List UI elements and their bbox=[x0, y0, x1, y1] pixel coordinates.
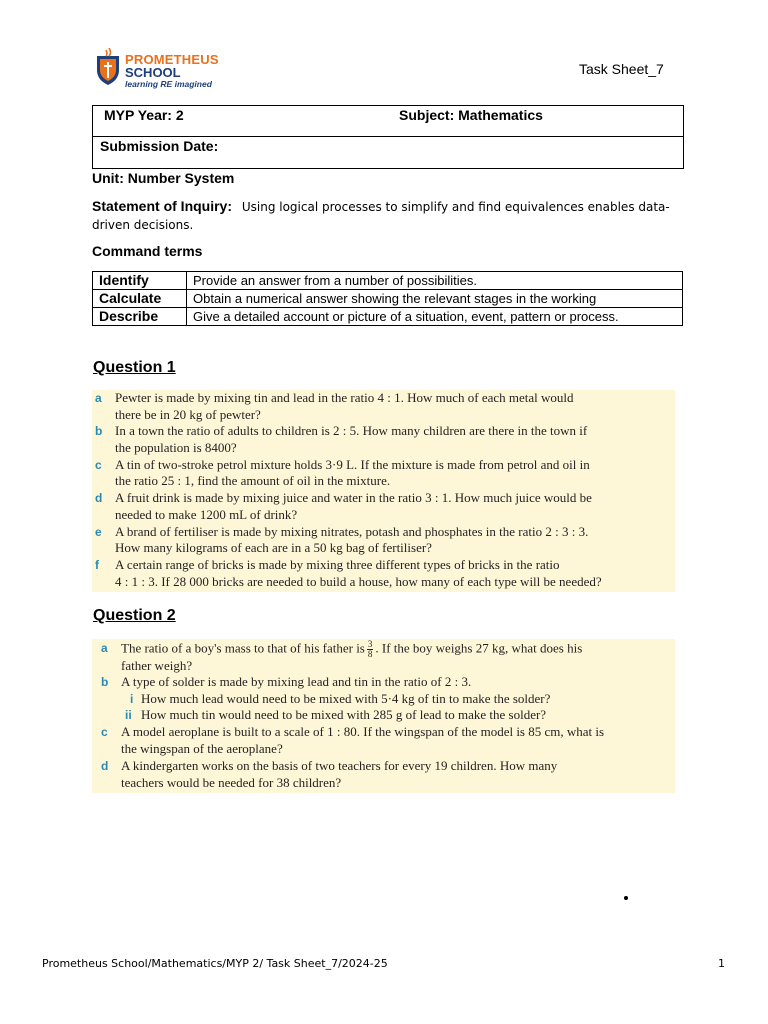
item-line: needed to make 1200 mL of drink? bbox=[115, 506, 298, 522]
term-cell: Describe bbox=[93, 308, 187, 326]
item-line: A kindergarten works on the basis of two teachers for every 19 children. How many bbox=[121, 758, 558, 773]
item-letter: b bbox=[95, 424, 103, 439]
item-letter: f bbox=[95, 558, 99, 572]
sub-item-text: How much tin would need to be mixed with 285 g of lead to make the solder? bbox=[141, 707, 547, 723]
item-line: A type of solder is made by mixing lead and tin in the ratio of 2 : 3. bbox=[121, 674, 472, 689]
shield-icon bbox=[94, 48, 122, 86]
item-line: 4 : 1 : 3. If 28 000 bricks are needed to build a house, how many of each type will be needed? bbox=[115, 573, 602, 589]
question-2-box bbox=[92, 639, 675, 793]
sub-item-label: i bbox=[130, 691, 134, 706]
item-letter: a bbox=[95, 391, 102, 405]
info-box bbox=[92, 105, 684, 169]
question-1-box bbox=[92, 390, 675, 592]
item-letter: e bbox=[95, 524, 102, 539]
item-line: father weigh? bbox=[121, 658, 193, 673]
item-line: there be in 20 kg of pewter? bbox=[115, 406, 261, 422]
info-row bbox=[93, 106, 683, 137]
command-terms-title: Command terms bbox=[92, 243, 203, 259]
item-line: teachers would be needed for 38 children? bbox=[121, 774, 342, 790]
fraction-numerator: 3 bbox=[367, 639, 373, 649]
sub-item-label: ii bbox=[125, 708, 132, 723]
item-letter: d bbox=[95, 491, 103, 506]
command-terms-table bbox=[92, 271, 683, 326]
statement-of-inquiry bbox=[92, 197, 682, 234]
item-text: The ratio of a boy's mass to that of his father is bbox=[121, 640, 365, 656]
item-letter: c bbox=[101, 725, 108, 739]
table-row bbox=[93, 308, 683, 326]
term-cell: Calculate bbox=[93, 290, 187, 308]
submission-date: Submission Date: bbox=[100, 138, 219, 154]
definition-cell: Obtain a numerical answer showing the relevant stages in the working bbox=[187, 290, 683, 308]
statement-text: Using logical processes to simplify and find equivalences enables data-driven decisions. bbox=[92, 200, 670, 232]
item-line: the wingspan of the aeroplane? bbox=[121, 740, 283, 756]
item-line: A fruit drink is made by mixing juice and water in the ratio 3 : 1. How much juice would be bbox=[115, 490, 592, 506]
item-letter: c bbox=[95, 457, 102, 472]
definition-cell: Provide an answer from a number of possibilities. bbox=[187, 272, 683, 290]
fraction-denominator: 8 bbox=[367, 649, 373, 659]
question-2-title: Question 2 bbox=[93, 607, 176, 624]
task-sheet-label: Task Sheet_7 bbox=[579, 61, 664, 77]
myp-year: MYP Year: 2 bbox=[104, 107, 184, 123]
statement-label: Statement of Inquiry: bbox=[92, 198, 233, 214]
unit-title: Unit: Number System bbox=[92, 170, 235, 186]
sub-item-text: How much lead would need to be mixed with 5·4 kg of tin to make the solder? bbox=[141, 690, 551, 706]
item-line: In a town the ratio of adults to children is 2 : 5. How many children are there in the town if bbox=[115, 423, 588, 439]
item-line: A tin of two-stroke petrol mixture holds 3·9 L. If the mixture is made from petrol and oil in bbox=[115, 456, 590, 472]
item-line: Pewter is made by mixing tin and lead in the ratio 4 : 1. How much of each metal would bbox=[115, 390, 574, 405]
item-line: the population is 8400? bbox=[115, 440, 237, 456]
item-letter: a bbox=[101, 641, 108, 655]
footer-text: Prometheus School/Mathematics/MYP 2/ Task Sheet_7/2024-25 bbox=[42, 957, 388, 970]
item-line: A model aeroplane is built to a scale of 1 : 80. If the wingspan of the model is 85 cm, what is bbox=[121, 724, 605, 739]
table-row bbox=[93, 272, 683, 290]
subject: Subject: Mathematics bbox=[399, 107, 543, 123]
logo-name-line2: SCHOOL bbox=[125, 65, 181, 80]
item-line: the ratio 25 : 1, find the amount of oil in the mixture. bbox=[115, 473, 391, 489]
school-logo bbox=[94, 44, 234, 92]
term-cell: Identify bbox=[93, 272, 187, 290]
definition-cell: Give a detailed account or picture of a situation, event, pattern or process. bbox=[187, 308, 683, 326]
item-line: A certain range of bricks is made by mixing three different types of bricks in the ratio bbox=[115, 557, 560, 572]
table-row bbox=[93, 290, 683, 308]
fraction bbox=[367, 640, 374, 659]
item-line: A brand of fertiliser is made by mixing nitrates, potash and phosphates in the ratio 2 : 3 : 3. bbox=[115, 523, 589, 539]
bullet-dot bbox=[624, 896, 628, 900]
item-line: How many kilograms of each are in a 50 kg bag of fertiliser? bbox=[115, 540, 432, 556]
item-line bbox=[121, 640, 582, 659]
logo-name-line1: PROMETHEUS bbox=[125, 52, 219, 67]
logo-tagline: learning RE imagined bbox=[125, 79, 212, 89]
item-text: . If the boy weighs 27 kg, what does his bbox=[375, 640, 583, 656]
question-1-title: Question 1 bbox=[93, 359, 176, 376]
page-number: 1 bbox=[718, 957, 725, 970]
item-letter: b bbox=[101, 675, 109, 689]
item-letter: d bbox=[101, 759, 109, 773]
